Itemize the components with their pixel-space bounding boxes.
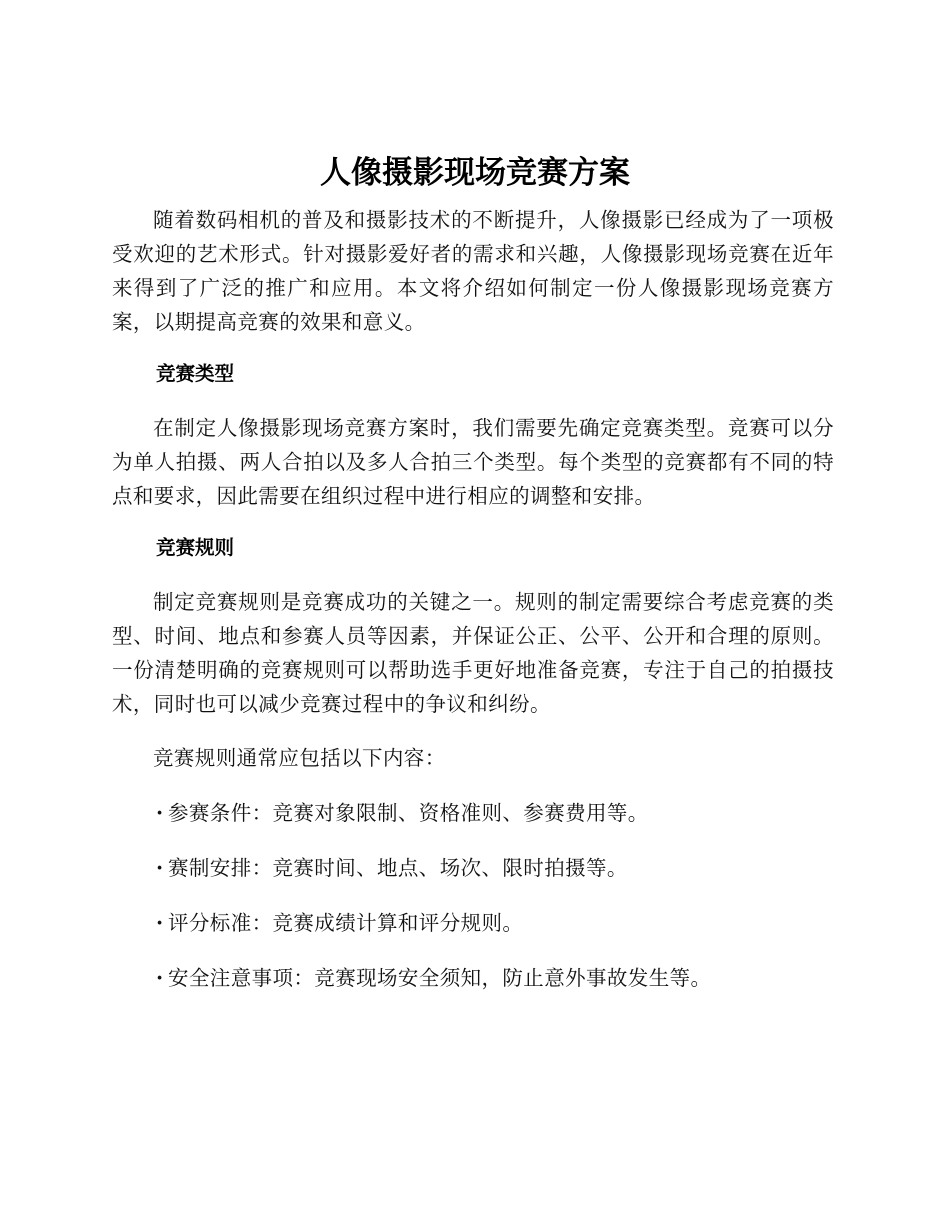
rules-list-intro: 竞赛规则通常应包括以下内容： <box>153 746 446 770</box>
list-item-text: 评分标准：竞赛成绩计算和评分规则。 <box>168 911 524 935</box>
list-item <box>112 906 834 940</box>
list-item-text: 赛制安排：竞赛时间、地点、场次、限时拍摄等。 <box>168 856 628 880</box>
section-heading-competition-type: 竞赛类型 <box>156 362 235 385</box>
list-item <box>112 796 834 830</box>
list-item <box>112 961 834 995</box>
bullet-icon: · <box>156 856 164 880</box>
bullet-icon: · <box>156 911 164 935</box>
document-title: 人像摄影现场竞赛方案 <box>320 155 630 191</box>
section-paragraph-competition-type: 在制定人像摄影现场竞赛方案时，我们需要先确定竞赛类型。竞赛可以分为单人拍摄、两人合拍以及多人合拍三个类型。每个类型的竞赛都有不同的特点和要求，因此需要在组织过程中进行相应的调整和安排。 <box>112 416 834 508</box>
list-item-text: 安全注意事项：竞赛现场安全须知，防止意外事故发生等。 <box>168 966 712 990</box>
intro-paragraph: 随着数码相机的普及和摄影技术的不断提升，人像摄影已经成为了一项极受欢迎的艺术形式。针对摄影爱好者的需求和兴趣，人像摄影现场竞赛在近年来得到了广泛的推广和应用。本文将介绍如何制定一份人像摄影现场竞赛方案，以期提高竞赛的效果和意义。 <box>112 208 834 334</box>
section-heading-competition-rules: 竞赛规则 <box>156 536 235 559</box>
section-paragraph-competition-rules: 制定竞赛规则是竞赛成功的关键之一。规则的制定需要综合考虑竞赛的类型、时间、地点和参赛人员等因素，并保证公正、公平、公开和合理的原则。一份清楚明确的竞赛规则可以帮助选手更好地准备竞赛，专注于自己的拍摄技术，同时也可以减少竞赛过程中的争议和纠纷。 <box>112 590 834 716</box>
document-body <box>112 203 834 995</box>
list-item <box>112 851 834 885</box>
rules-bullet-list <box>112 796 834 995</box>
bullet-icon: · <box>156 966 164 990</box>
bullet-icon: · <box>156 801 164 825</box>
list-item-text: 参赛条件：竞赛对象限制、资格准则、参赛费用等。 <box>168 801 649 825</box>
